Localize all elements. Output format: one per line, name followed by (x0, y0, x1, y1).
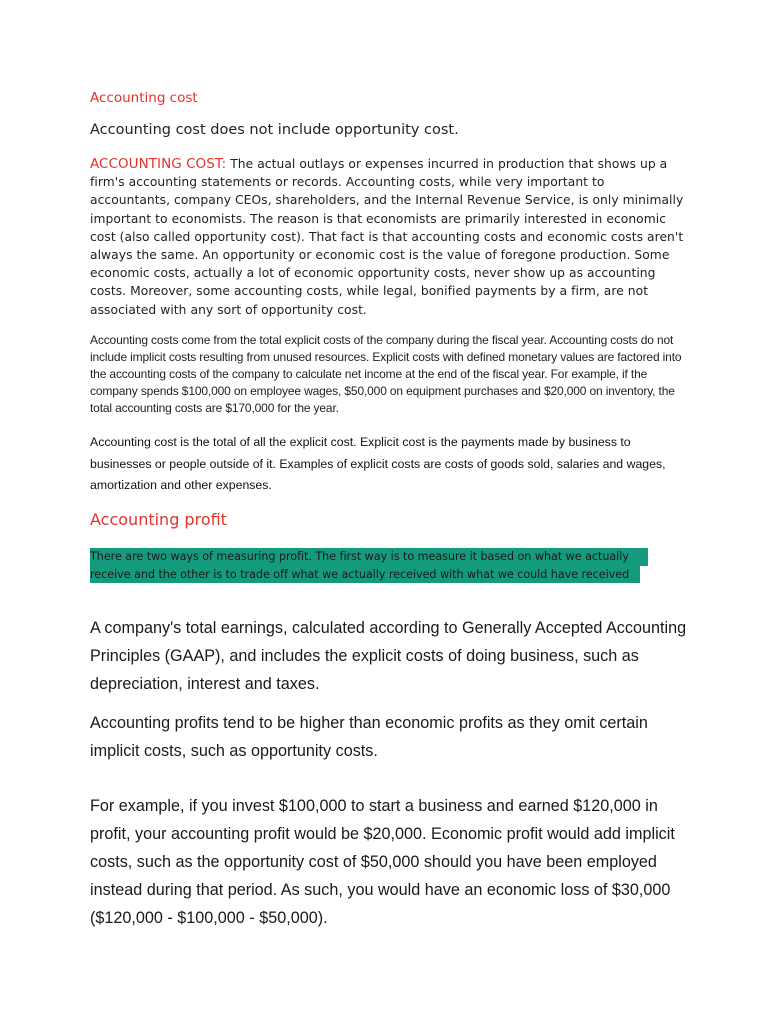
gaap-definition-paragraph: A company's total earnings, calculated according to Generally Accepted Accounting Principles (GAAP), and includes the explicit costs of doing business, such as depreciation, interest and taxes. (90, 619, 687, 693)
accounting-cost-definition (90, 155, 686, 319)
definition-text: The actual outlays or expenses incurred in production that shows up a firm's accounting statements or records. Accounting costs, while very important to accountants, company CEOs, shareholders, and the Internal Revenue Service, is only minimally important to economists. The reason is that economists are primarily interested in economic cost (also called opportunity cost). That fact is that accounting costs and economic costs aren't always the same. An opportunity or economic cost is the value of foregone production. Some economic costs, actually a lot of economic opportunity costs, never show up as accounting costs. Moreover, some accounting costs, while legal, bonified payments by a firm, are not associated with any sort of opportunity cost. (90, 157, 684, 317)
definition-label: ACCOUNTING COST: (90, 156, 227, 172)
profit-example-paragraph: For example, if you invest $100,000 to start a business and earned $120,000 in profit, your accounting profit would be $20,000. Economic profit would add implicit costs, such as the opportunity cost of $50,000 should you have been employed instead during that period. As such, you would have an economic loss of $30,000 ($120,000 - $100,000 - $50,000). (90, 797, 675, 927)
highlighted-passage (90, 548, 650, 583)
explicit-costs-paragraph: Accounting costs come from the total explicit costs of the company during the fiscal year. Accounting costs do not include implicit costs resulting from unused resources. Explicit costs with defined monetary values are factored into the accounting costs of the company to calculate net income at the end of the fiscal year. For example, if the company spends $100,000 on employee wages, $50,000 on equipment purchases and $20,000 on inventory, the total accounting costs are $170,000 for the year. (90, 333, 682, 415)
highlighted-line: There are two ways of measuring profit. The first way is to measure it based on what we actually (90, 548, 648, 566)
accounting-profit-heading: Accounting profit (90, 510, 227, 529)
accounting-cost-intro: Accounting cost does not include opportunity cost. (90, 122, 459, 138)
profit-comparison-paragraph: Accounting profits tend to be higher than economic profits as they omit certain implicit costs, such as opportunity costs. (90, 714, 648, 760)
total-explicit-cost-paragraph: Accounting cost is the total of all the explicit cost. Explicit cost is the payments made by business to businesses or people outside of it. Examples of explicit costs are costs of goods sold, salaries and wages, amortization and other expenses. (90, 435, 666, 492)
accounting-cost-heading: Accounting cost (90, 90, 198, 106)
highlighted-line: receive and the other is to trade off what we actually received with what we could have received (90, 566, 640, 584)
